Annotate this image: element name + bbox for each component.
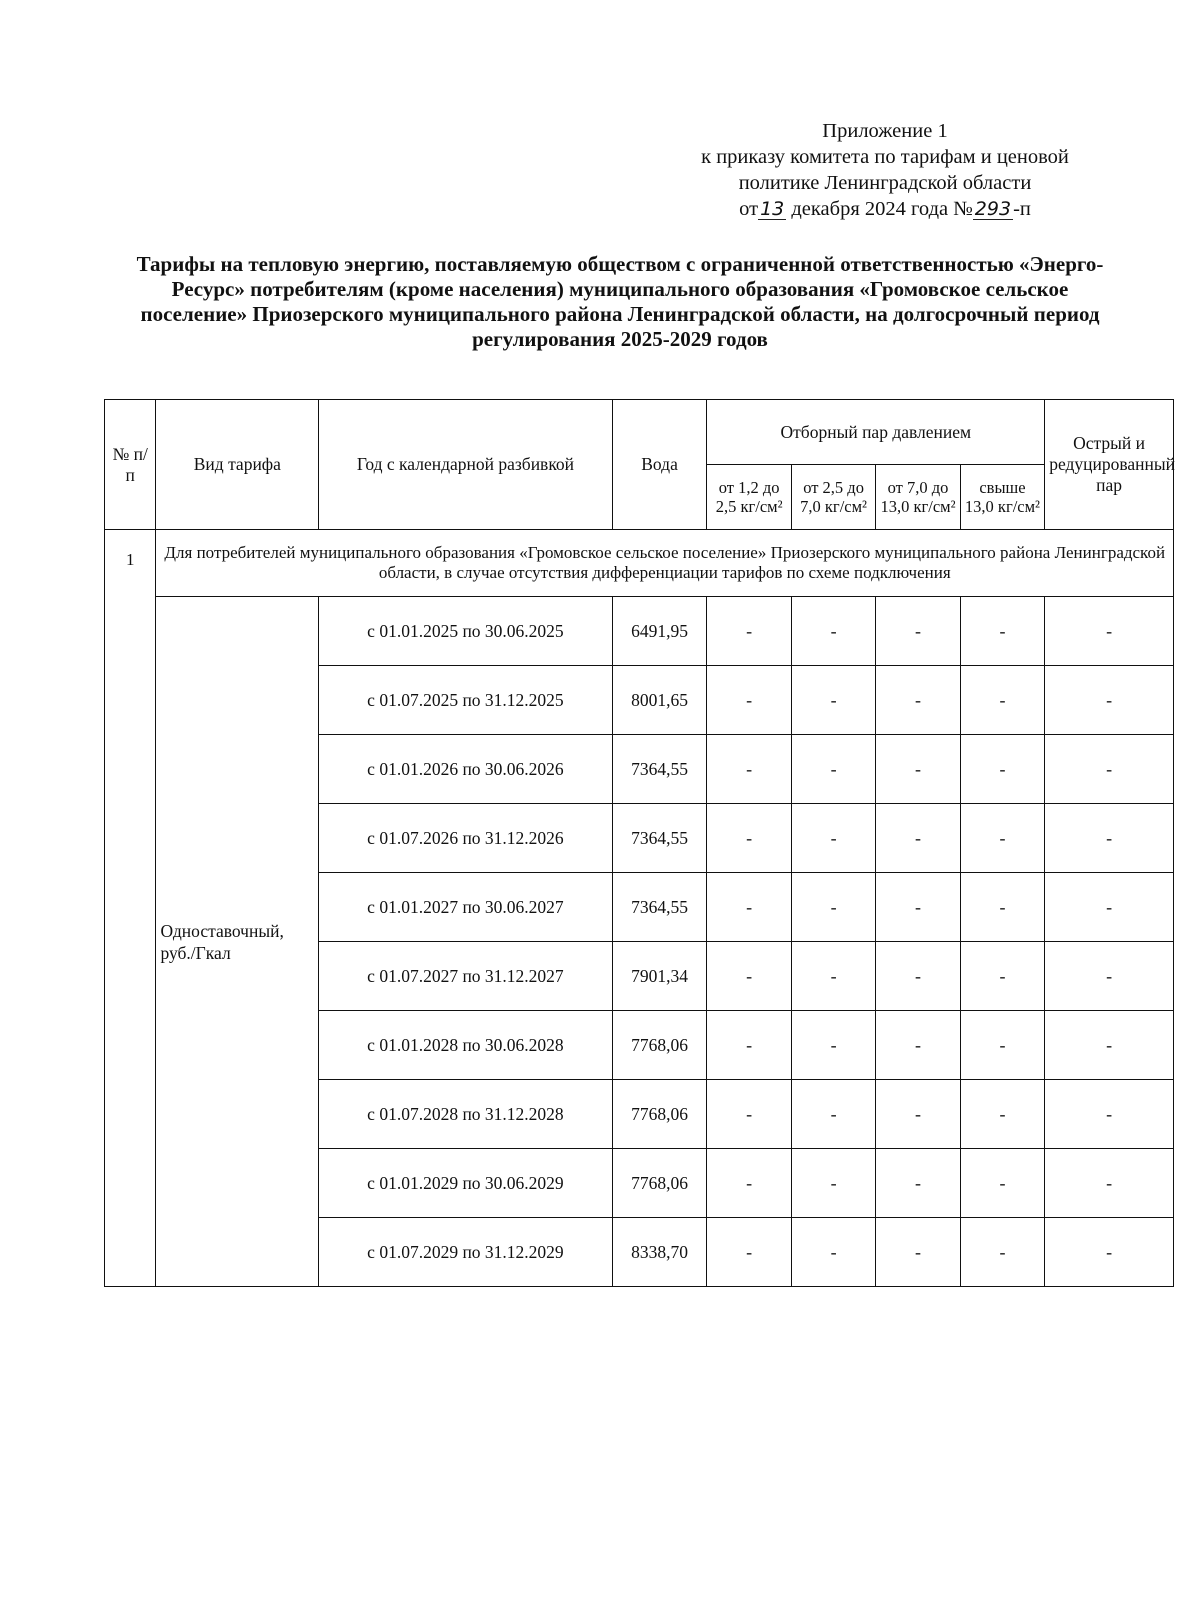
empty-tariff-cell: - [1045, 1080, 1174, 1149]
empty-tariff-cell: - [960, 1149, 1044, 1218]
water-tariff-cell: 7364,55 [612, 735, 707, 804]
header-sharp-steam: Острый и редуцированный пар [1045, 400, 1174, 530]
empty-tariff-cell: - [876, 597, 960, 666]
empty-tariff-cell: - [960, 735, 1044, 804]
empty-tariff-cell: - [791, 873, 875, 942]
handwritten-order-number: 293 [974, 198, 1012, 220]
period-cell: с 01.07.2028 по 31.12.2028 [319, 1080, 613, 1149]
empty-tariff-cell: - [1045, 1218, 1174, 1287]
header-steam-group: Отборный пар давлением [707, 400, 1045, 465]
empty-tariff-cell: - [960, 666, 1044, 735]
empty-tariff-cell: - [1045, 1011, 1174, 1080]
appendix-line-4 [620, 196, 1150, 222]
empty-tariff-cell: - [960, 804, 1044, 873]
appendix-header [620, 118, 1150, 222]
empty-tariff-cell: - [707, 804, 791, 873]
tariff-table [104, 399, 1174, 1287]
empty-tariff-cell: - [791, 597, 875, 666]
appendix-line-3: политике Ленинградской области [738, 172, 1032, 194]
empty-tariff-cell: - [707, 1080, 791, 1149]
empty-tariff-cell: - [876, 666, 960, 735]
empty-tariff-cell: - [791, 666, 875, 735]
empty-tariff-cell: - [791, 1218, 875, 1287]
appendix-line-1: Приложение 1 [822, 120, 948, 142]
empty-tariff-cell: - [707, 873, 791, 942]
header-steam-3: от 7,0 до 13,0 кг/см² [876, 465, 960, 530]
header-num: № п/п [105, 400, 156, 530]
empty-tariff-cell: - [960, 873, 1044, 942]
header-period: Год с календарной разбивкой [319, 400, 613, 530]
header-steam-1: от 1,2 до 2,5 кг/см² [707, 465, 791, 530]
empty-tariff-cell: - [1045, 873, 1174, 942]
header-water: Вода [612, 400, 707, 530]
appendix-date-suffix: -п [1013, 198, 1031, 220]
group-number: 1 [105, 530, 156, 1287]
period-cell: с 01.01.2027 по 30.06.2027 [319, 873, 613, 942]
empty-tariff-cell: - [707, 942, 791, 1011]
empty-tariff-cell: - [876, 942, 960, 1011]
header-steam-4: свыше 13,0 кг/см² [960, 465, 1044, 530]
water-tariff-cell: 7364,55 [612, 873, 707, 942]
appendix-line-2: к приказу комитета по тарифам и ценовой [701, 146, 1069, 168]
header-tariff-kind: Вид тарифа [156, 400, 319, 530]
empty-tariff-cell: - [707, 735, 791, 804]
empty-tariff-cell: - [1045, 942, 1174, 1011]
period-cell: с 01.07.2029 по 31.12.2029 [319, 1218, 613, 1287]
tariff-kind-cell: Одноставочный, руб./Гкал [156, 597, 319, 1287]
empty-tariff-cell: - [960, 942, 1044, 1011]
period-cell: с 01.01.2028 по 30.06.2028 [319, 1011, 613, 1080]
empty-tariff-cell: - [876, 1080, 960, 1149]
empty-tariff-cell: - [1045, 1149, 1174, 1218]
water-tariff-cell: 7768,06 [612, 1149, 707, 1218]
empty-tariff-cell: - [707, 666, 791, 735]
empty-tariff-cell: - [1045, 804, 1174, 873]
period-cell: с 01.07.2027 по 31.12.2027 [319, 942, 613, 1011]
empty-tariff-cell: - [960, 1218, 1044, 1287]
document-title: Тарифы на тепловую энергию, поставляемую обществом с ограниченной ответственностью «Энерго-Ресурс» потребителям (кроме населения) муниципального образования «Громовское сельское поселение» Приозерского муниципального района Ленинградской области, на долгосрочный период регулирования 2025-2029 годов [136, 252, 1104, 351]
empty-tariff-cell: - [791, 804, 875, 873]
empty-tariff-cell: - [791, 1011, 875, 1080]
empty-tariff-cell: - [876, 804, 960, 873]
appendix-date-prefix: от [739, 198, 759, 220]
water-tariff-cell: 7768,06 [612, 1080, 707, 1149]
period-cell: с 01.01.2025 по 30.06.2025 [319, 597, 613, 666]
empty-tariff-cell: - [960, 1011, 1044, 1080]
appendix-date-mid: декабря 2024 года № [791, 198, 973, 220]
empty-tariff-cell: - [707, 1011, 791, 1080]
table-row [105, 597, 1174, 666]
empty-tariff-cell: - [791, 942, 875, 1011]
empty-tariff-cell: - [876, 1218, 960, 1287]
empty-tariff-cell: - [876, 873, 960, 942]
header-steam-2: от 2,5 до 7,0 кг/см² [791, 465, 875, 530]
period-cell: с 01.01.2029 по 30.06.2029 [319, 1149, 613, 1218]
empty-tariff-cell: - [707, 1218, 791, 1287]
empty-tariff-cell: - [791, 1080, 875, 1149]
handwritten-day: 13 [760, 198, 785, 220]
empty-tariff-cell: - [876, 1149, 960, 1218]
empty-tariff-cell: - [1045, 597, 1174, 666]
empty-tariff-cell: - [960, 1080, 1044, 1149]
empty-tariff-cell: - [960, 597, 1044, 666]
water-tariff-cell: 7364,55 [612, 804, 707, 873]
water-tariff-cell: 8338,70 [612, 1218, 707, 1287]
period-cell: с 01.07.2025 по 31.12.2025 [319, 666, 613, 735]
water-tariff-cell: 7768,06 [612, 1011, 707, 1080]
empty-tariff-cell: - [707, 1149, 791, 1218]
empty-tariff-cell: - [791, 735, 875, 804]
empty-tariff-cell: - [791, 1149, 875, 1218]
period-cell: с 01.07.2026 по 31.12.2026 [319, 804, 613, 873]
water-tariff-cell: 7901,34 [612, 942, 707, 1011]
empty-tariff-cell: - [1045, 735, 1174, 804]
empty-tariff-cell: - [1045, 666, 1174, 735]
group-description: Для потребителей муниципального образования «Громовское сельское поселение» Приозерского муниципального района Ленинградской области, в случае отсутствия дифференциации тарифов по схеме подключения [156, 530, 1174, 597]
water-tariff-cell: 6491,95 [612, 597, 707, 666]
empty-tariff-cell: - [707, 597, 791, 666]
empty-tariff-cell: - [876, 735, 960, 804]
water-tariff-cell: 8001,65 [612, 666, 707, 735]
empty-tariff-cell: - [876, 1011, 960, 1080]
period-cell: с 01.01.2026 по 30.06.2026 [319, 735, 613, 804]
